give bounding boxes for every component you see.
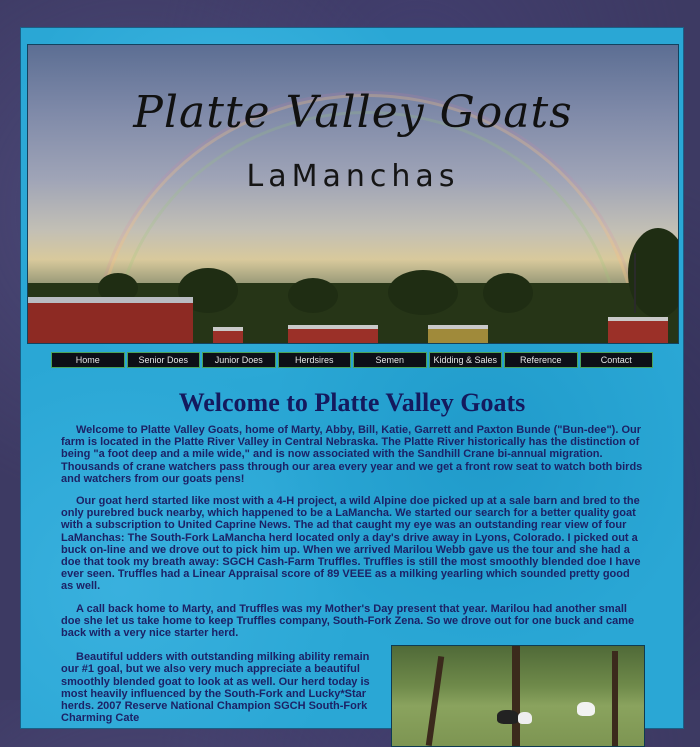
tree-trunk	[612, 651, 618, 746]
header-banner	[27, 44, 679, 344]
nav-contact[interactable]: Contact	[580, 352, 654, 368]
tree	[483, 273, 533, 313]
goals-paragraph: Beautiful udders with outstanding milking ability remain our #1 goal, but we also very much appreciate a beautiful smoothly blended goat to look at as well. Our herd today is most heavily influenced by the South-Fork and Lucky*Star herds. 2007 Reserve National Champion SGCH South-Fork Charming Cate	[61, 651, 370, 725]
history-paragraph: Our goat herd started like most with a 4-H project, a wild Alpine doe picked up at a sale barn and bred to the only purebred buck nearby, which happened to be a LaMancha. We started our search for a better quality goat with a subscription to United Caprine News. The ad that caught my eye was an outstanding rear view of four LaManchas: The South-Fork LaMancha herd located only a day's drive away in Lyons, Colorado. I picked out a buck on-line and we drove out to pick him up. When we arrived Marilou Webb gave us the tour and she had a doe that took my breath away: SGCH Cash-Farm Truffles. Truffles is still the most smoothly blended doe I have ever seen. Truffles had a Linear Appraisal score of 89 VEEE as a milking yearling which sounded pretty good as well.	[61, 495, 641, 593]
tree-trunk	[426, 656, 444, 746]
nav-home[interactable]: Home	[51, 352, 125, 368]
shed	[608, 317, 668, 343]
shed	[428, 325, 488, 343]
tree-trunk	[512, 646, 520, 746]
main-nav	[51, 352, 653, 368]
truffles-paragraph: A call back home to Marty, and Truffles was my Mother's Day present that year. Marilou had another small doe she let us take home to keep Truffles company, South-Fork Zena. So we drove out for one buck and came back with a very nice starter herd.	[61, 602, 635, 640]
nav-herdsires[interactable]: Herdsires	[278, 352, 352, 368]
nav-semen[interactable]: Semen	[353, 352, 427, 368]
goat	[497, 710, 519, 724]
page-heading: Welcome to Platte Valley Goats	[178, 388, 526, 417]
nav-junior-does[interactable]: Junior Does	[202, 352, 276, 368]
site-title: Platte Valley Goats	[133, 87, 573, 138]
nav-reference[interactable]: Reference	[504, 352, 578, 368]
tree	[288, 278, 338, 313]
tree	[388, 270, 458, 315]
shed	[288, 325, 378, 343]
shed	[213, 327, 243, 343]
goat	[518, 712, 532, 724]
goat	[577, 702, 595, 716]
barn	[28, 297, 193, 343]
site-subtitle: LaManchas	[246, 159, 460, 194]
nav-kidding-sales[interactable]: Kidding & Sales	[429, 352, 503, 368]
nav-senior-does[interactable]: Senior Does	[127, 352, 201, 368]
utility-pole	[634, 253, 636, 313]
goats-photo	[391, 645, 645, 747]
page-container	[20, 27, 684, 729]
main-content	[61, 388, 643, 724]
welcome-paragraph: Welcome to Platte Valley Goats, home of Marty, Abby, Bill, Katie, Garrett and Paxton Bunde ("Bun-dee"). Our farm is located in the Platte River Valley in Central Nebraska. The Platte River historically has the distinction of being "a foot deep and a mile wide," and is now associated with the Sandhill Crane bi-annual migration. Thousands of crane watchers pass through our area every year and we get a front row seat to watch both birds and watchers from our goats pens!	[61, 424, 643, 485]
